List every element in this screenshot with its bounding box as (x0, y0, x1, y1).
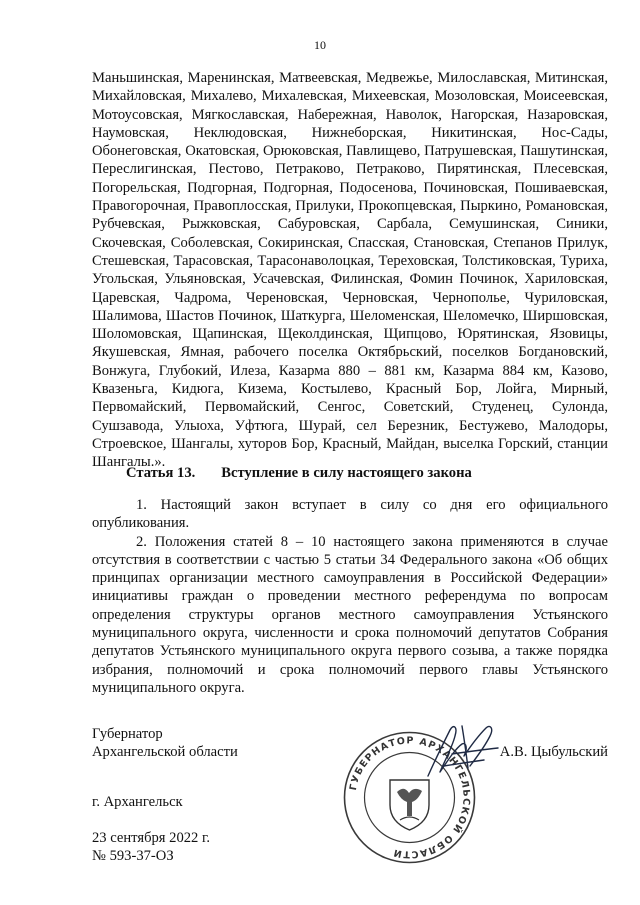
signing-place: г. Архангельск (92, 794, 183, 810)
signatory-name: А.В. Цыбульский (499, 744, 608, 760)
signatory-region: Архангельской области (92, 744, 238, 761)
article-body (92, 496, 608, 697)
law-number: № 593-37-ОЗ (92, 848, 174, 864)
page-number: 10 (314, 38, 326, 52)
signing-date: 23 сентября 2022 г. (92, 830, 210, 846)
seal-text: ГУБЕРНАТОР АРХАНГЕЛЬСКОЙ ОБЛАСТИ (347, 735, 472, 860)
signatory-position: Губернатор (92, 726, 163, 742)
article-title: Вступление в силу настоящего закона (221, 465, 472, 481)
handwritten-signature (422, 718, 504, 788)
article-heading (126, 464, 606, 482)
article-paragraph-2: 2. Положения статей 8 – 10 настоящего закона применяются в случае отсутствия в соответствии с частью 5 статьи 34 Федерального закона «Об общих принципах организации местного самоуправления в Российской Федерации» инициативы граждан о проведении местного референдума по вопросам определения структуры органов местного самоуправления Устьянского муниципального округа, численности и срока полномочий депутатов Собрания депутатов Устьянского муниципального округа первого созыва, а также порядка избрания, полномочий и срока полномочий первого главы Устьянского муниципального округа. (92, 533, 608, 696)
article-number: Статья 13. (126, 465, 196, 481)
settlement-list-paragraph: Маньшинская, Маренинская, Матвеевская, Медвежье, Милославская, Митинская, Михайловская, Михалево, Михалевская, Михеевская, Мозоловская, Моисеевская, Мотоусовская, Мягкославская, Набережная, Наволок, Нагорская, Назаровская, Наумовская, Неклюдовская, Нижнеборская, Никитинская, Нос-Сады, Обонеговская, Окатовская, Орюковская, Павлищево, Патрушевская, Пашутинская, Переслигинская, Пестово, Петраково, Петраково, Пирятинская, Плесевская, Погорельская, Подгорная, Подгорная, Подосенова, Починовская, Пошиваевская, Правогорочная, Правоплосская, Прилуки, Прокопцевская, Пыркино, Романовская, Рубчевская, Рыжковская, Сабуровская, Сарбала, Семушинская, Синики, Скочевская, Соболевская, Сокиринская, Спасская, Становская, Степанов Прилук, Стешевская, Тарасовская, Тарасонаволоцкая, Тереховская, Толстиковская, Туриха, Угольская, Ульяновская, Усачевская, Филинская, Фомин Починок, Хариловская, Царевская, Чадрома, Череновская, Черновская, Чернополье, Чуриловская, Шалимова, Шастов Починок, Шаткурга, Шеломенская, Шеломечко, Ширшовская, Шоломовская, Щапинская, Щеколдинская, Щипцово, Юрятинская, Язовицы, Якушевская, Ямная, рабочего поселка Октябрьский, поселков Богдановский, Вонжуга, Глубокий, Илеза, Казарма 880 – 881 км, Казарма 884 км, Казово, Квазеньга, Кидюга, Кизема, Костылево, Красный Бор, Лойга, Мирный, Первомайский, Первомайский, Сенгос, Советский, Студенец, Сулонда, Сушзавода, Улыоха, Уфтюга, Шурай, сел Березник, Бестужево, Малодоры, Строевское, Шангалы, хуторов Бор, Красный, Майдан, выселка Горский, станции Шангалы.». (92, 70, 608, 471)
article-paragraph-1: 1. Настоящий закон вступает в силу со дня его официального опубликования. (92, 497, 608, 532)
